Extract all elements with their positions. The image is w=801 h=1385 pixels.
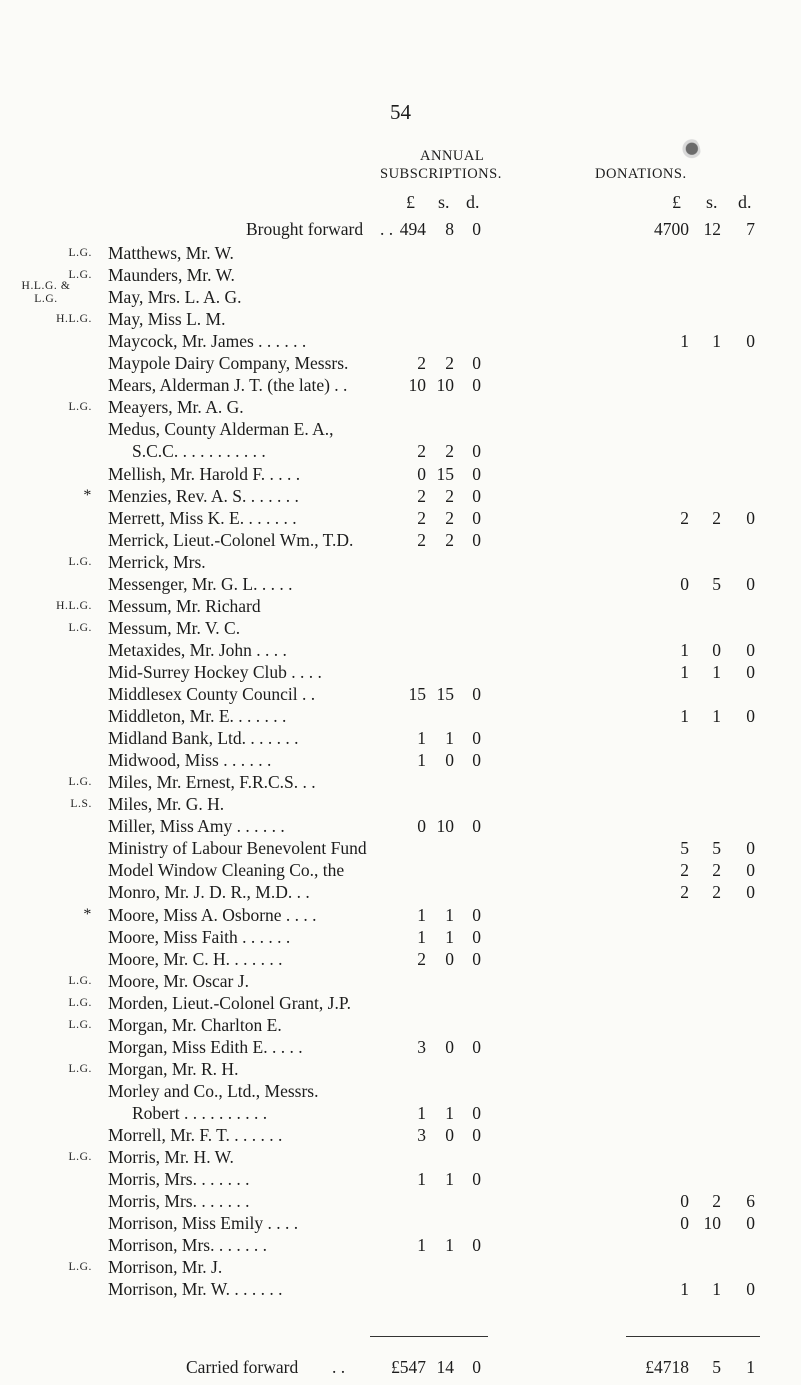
row-name: Matthews, Mr. W.: [108, 243, 234, 263]
carried-forward-don-pence: 1: [746, 1357, 755, 1377]
row-don-pence: 0: [746, 1213, 755, 1234]
row-prefix: L.G.: [68, 269, 92, 282]
row-name: Merrett, Miss K. E. . . . . . .: [108, 507, 297, 528]
row-sub-shillings: 1: [445, 926, 454, 947]
row-sub-pounds: 1: [417, 926, 426, 947]
row-name: Messum, Mr. V. C.: [108, 617, 241, 638]
row-name: Moore, Miss A. Osborne . . . .: [108, 904, 317, 925]
row-name: Model Window Cleaning Co., the: [108, 860, 345, 881]
row-sub-pence: 0: [472, 684, 481, 704]
row-sub-pence: 0: [472, 816, 481, 837]
row-name: Miles, Mr. G. H.: [108, 794, 225, 815]
row-don-pence: 0: [746, 882, 755, 903]
row-sub-shillings: 2: [445, 441, 454, 462]
table-row: [0, 463, 801, 485]
row-sub-pence: 0: [472, 485, 481, 506]
row-sub-pounds: 3: [417, 1125, 426, 1145]
row-sub-pounds: 2: [417, 948, 426, 969]
row-name: Maycock, Mr. James . . . . . .: [108, 331, 307, 352]
row-sub-pence: 0: [472, 926, 481, 947]
row-don-pence: 0: [746, 860, 755, 881]
table-row: [0, 904, 801, 926]
row-name: S.C.C. . . . . . . . . . .: [132, 441, 266, 462]
row-prefix: L.G.: [68, 401, 92, 414]
row-name: Meayers, Mr. A. G.: [108, 397, 244, 418]
row-prefix: L.G.: [68, 621, 92, 634]
carried-forward-sub-pounds: £547: [391, 1357, 426, 1377]
row-sub-pounds: 2: [417, 441, 426, 462]
unit-sub-pounds: £: [406, 192, 415, 212]
table-row: [0, 280, 801, 308]
table-row: [0, 595, 801, 617]
header-annual: ANNUAL: [420, 148, 485, 164]
row-sub-pounds: 1: [417, 728, 426, 749]
row-sub-pounds: 1: [417, 1169, 426, 1190]
row-name: Morrison, Mrs. . . . . . .: [108, 1235, 267, 1256]
table-row: [0, 529, 801, 551]
row-sub-shillings: 1: [445, 904, 454, 925]
row-name: Morden, Lieut.-Colonel Grant, J.P.: [108, 992, 352, 1013]
row-name: Ministry of Labour Benevolent Fund: [108, 838, 367, 859]
unit-don-pence: d.: [738, 192, 752, 212]
row-name: Morris, Mr. H. W.: [108, 1147, 234, 1168]
row-don-shillings: 1: [712, 661, 721, 682]
brought-forward-don-pounds: 4700: [654, 219, 689, 239]
row-don-shillings: 1: [712, 706, 721, 727]
row-don-shillings: 10: [703, 1213, 721, 1234]
row-sub-shillings: 1: [445, 728, 454, 749]
row-don-shillings: 1: [712, 331, 721, 352]
row-sub-pence: 0: [472, 463, 481, 484]
row-sub-shillings: 0: [445, 1036, 454, 1057]
row-prefix: L.G.: [68, 1018, 92, 1031]
row-don-pounds: 1: [680, 1279, 689, 1300]
row-don-pounds: 1: [680, 706, 689, 727]
row-name: Miller, Miss Amy . . . . . .: [108, 816, 285, 837]
row-sub-pounds: 0: [417, 816, 426, 837]
table-row: [0, 308, 801, 330]
row-don-pence: 0: [746, 573, 755, 594]
brought-forward-dots: . .: [380, 219, 394, 239]
row-name: Morris, Mrs. . . . . . .: [108, 1191, 250, 1212]
row-prefix: H.L.G. & L.G.: [21, 280, 71, 306]
row-sub-pounds: 0: [417, 463, 426, 484]
row-prefix: H.L.G.: [56, 313, 92, 326]
brought-forward-sub-shillings: 8: [445, 219, 454, 239]
row-name: Menzies, Rev. A. S. . . . . . .: [108, 485, 299, 506]
row-sub-pence: 0: [472, 375, 481, 396]
table-row: [0, 727, 801, 749]
row-don-shillings: 2: [712, 882, 721, 903]
table-row: [0, 749, 801, 771]
carried-forward-dots: . .: [332, 1357, 346, 1377]
row-name: Morrison, Mr. J.: [108, 1257, 223, 1278]
row-sub-shillings: 2: [445, 353, 454, 374]
table-row: [0, 1212, 801, 1234]
row-don-pounds: 0: [680, 1191, 689, 1212]
row-sub-pounds: 2: [417, 507, 426, 528]
row-name: Robert . . . . . . . . . .: [132, 1102, 268, 1123]
table-row: [0, 705, 801, 727]
row-name: Monro, Mr. J. D. R., M.D. . .: [108, 882, 310, 903]
table-row: [0, 815, 801, 837]
row-sub-pence: 0: [472, 529, 481, 550]
row-sub-pence: 0: [472, 441, 481, 462]
table-row: [0, 1058, 801, 1080]
table-row: [0, 1234, 801, 1256]
table-row: [0, 970, 801, 992]
row-sub-shillings: 2: [445, 529, 454, 550]
row-name: Moore, Mr. Oscar J.: [108, 970, 249, 991]
row-name: Medus, County Alderman E. A.,: [108, 419, 334, 440]
row-name: Mid-Surrey Hockey Club . . . .: [108, 661, 322, 682]
table-row: [0, 1168, 801, 1190]
row-don-pounds: 2: [680, 882, 689, 903]
row-name: Morgan, Mr. R. H.: [108, 1058, 239, 1079]
row-don-shillings: 2: [712, 1191, 721, 1212]
row-sub-shillings: 0: [445, 750, 454, 771]
row-don-pounds: 1: [680, 661, 689, 682]
row-don-shillings: 2: [712, 860, 721, 881]
table-row: [0, 507, 801, 529]
brought-forward-sub-pounds: 494: [399, 219, 426, 239]
table-row: [0, 1190, 801, 1212]
header-donations: DONATIONS.: [595, 166, 687, 182]
row-don-pounds: 0: [680, 573, 689, 594]
row-sub-pounds: 1: [417, 904, 426, 925]
row-don-pence: 6: [746, 1191, 755, 1212]
row-name: Middleton, Mr. E. . . . . . .: [108, 706, 287, 727]
row-don-pence: 0: [746, 838, 755, 859]
brought-forward-sub-pence: 0: [472, 219, 481, 239]
row-name: Mellish, Mr. Harold F. . . . .: [108, 463, 301, 484]
row-prefix: L.S.: [70, 798, 92, 811]
carried-forward-don-shillings: 5: [712, 1357, 721, 1377]
row-sub-pence: 0: [472, 1125, 481, 1145]
row-sub-pence: 0: [472, 728, 481, 749]
row-don-pence: 0: [746, 1279, 755, 1300]
row-sub-shillings: 2: [445, 507, 454, 528]
table-row: [0, 440, 801, 462]
row-sub-shillings: 2: [445, 485, 454, 506]
row-don-pence: 0: [746, 639, 755, 660]
carried-forward-row: [0, 1356, 801, 1378]
row-name: Messum, Mr. Richard: [108, 595, 261, 616]
row-don-shillings: 2: [712, 507, 721, 528]
row-don-pence: 0: [746, 661, 755, 682]
table-row: [0, 1256, 801, 1278]
total-rule-subscriptions: [370, 1336, 488, 1337]
row-name: May, Miss L. M.: [108, 309, 226, 330]
row-name: May, Mrs. L. A. G.: [108, 287, 242, 308]
table-row: [0, 1080, 801, 1102]
row-don-pounds: 1: [680, 639, 689, 660]
table-row: [0, 352, 801, 374]
row-sub-pounds: 2: [417, 529, 426, 550]
total-rule-donations: [626, 1336, 760, 1337]
row-prefix: L.G.: [68, 555, 92, 568]
table-row: [0, 639, 801, 661]
row-sub-shillings: 10: [436, 816, 454, 837]
row-prefix: *: [83, 905, 92, 923]
row-sub-shillings: 1: [445, 1169, 454, 1190]
row-don-pence: 0: [746, 706, 755, 727]
row-sub-pounds: 3: [417, 1036, 426, 1057]
row-sub-pounds: 1: [417, 750, 426, 771]
row-prefix: L.G.: [68, 776, 92, 789]
row-don-pence: 0: [746, 331, 755, 352]
row-sub-pounds: 15: [408, 684, 426, 704]
row-sub-pence: 0: [472, 904, 481, 925]
row-sub-pence: 0: [472, 750, 481, 771]
row-sub-pence: 0: [472, 507, 481, 528]
row-don-pounds: 0: [680, 1213, 689, 1234]
row-sub-shillings: 0: [445, 1125, 454, 1145]
unit-sub-pence: d.: [466, 192, 480, 212]
row-name: Morrison, Mr. W. . . . . . .: [108, 1279, 283, 1300]
table-row: [0, 551, 801, 573]
table-row: [0, 661, 801, 683]
row-don-shillings: 5: [712, 573, 721, 594]
row-name: Maypole Dairy Company, Messrs.: [108, 353, 349, 374]
row-name: Morgan, Mr. Charlton E.: [108, 1014, 282, 1035]
row-don-pence: 0: [746, 507, 755, 528]
row-don-pounds: 2: [680, 507, 689, 528]
row-sub-pence: 0: [472, 1102, 481, 1123]
row-prefix: L.G.: [68, 1062, 92, 1075]
row-prefix: L.G.: [68, 1261, 92, 1274]
table-row: [0, 264, 801, 286]
table-row: [0, 1102, 801, 1124]
row-name: Merrick, Mrs.: [108, 551, 206, 572]
brought-forward-label: Brought forward: [246, 219, 364, 239]
table-row: [0, 793, 801, 815]
row-name: Morgan, Miss Edith E. . . . .: [108, 1036, 303, 1057]
row-prefix: L.G.: [68, 974, 92, 987]
row-sub-shillings: 1: [445, 1102, 454, 1123]
row-don-pounds: 2: [680, 860, 689, 881]
table-row: [0, 992, 801, 1014]
row-sub-pounds: 1: [417, 1235, 426, 1256]
row-sub-pounds: 2: [417, 485, 426, 506]
row-name: Middlesex County Council . .: [108, 684, 316, 704]
table-row: [0, 374, 801, 396]
table-row: [0, 1014, 801, 1036]
row-prefix: *: [83, 486, 92, 504]
row-name: Merrick, Lieut.-Colonel Wm., T.D.: [108, 529, 354, 550]
carried-forward-label: Carried forward: [186, 1357, 299, 1377]
brought-forward-don-pence: 7: [746, 219, 755, 239]
row-sub-pence: 0: [472, 1169, 481, 1190]
row-sub-shillings: 15: [436, 463, 454, 484]
row-name: Morrison, Miss Emily . . . .: [108, 1213, 299, 1234]
table-row: [0, 1036, 801, 1058]
header-subscriptions: SUBSCRIPTIONS.: [380, 166, 502, 182]
table-row: [0, 1278, 801, 1300]
unit-don-pounds: £: [672, 192, 681, 212]
table-row: [0, 771, 801, 793]
table-row: [0, 948, 801, 970]
row-name: Mears, Alderman J. T. (the late) . .: [108, 375, 348, 396]
row-name: Messenger, Mr. G. L. . . . .: [108, 573, 293, 594]
carried-forward-sub-pence: 0: [472, 1357, 481, 1377]
row-name: Miles, Mr. Ernest, F.R.C.S. . .: [108, 772, 316, 793]
row-prefix: L.G.: [68, 1151, 92, 1164]
row-sub-pence: 0: [472, 1235, 481, 1256]
row-sub-shillings: 10: [436, 375, 454, 396]
table-row: [0, 1124, 801, 1146]
table-row: [0, 396, 801, 418]
row-sub-pounds: 10: [408, 375, 426, 396]
row-sub-shillings: 0: [445, 948, 454, 969]
table-row: [0, 859, 801, 881]
table-row: [0, 1146, 801, 1168]
row-sub-shillings: 1: [445, 1235, 454, 1256]
row-name: Maunders, Mr. W.: [108, 265, 235, 286]
table-row: [0, 837, 801, 859]
row-name: Moore, Miss Faith . . . . . .: [108, 926, 291, 947]
row-name: Morley and Co., Ltd., Messrs.: [108, 1080, 319, 1101]
row-sub-pounds: 2: [417, 353, 426, 374]
row-name: Morrell, Mr. F. T. . . . . . .: [108, 1125, 283, 1145]
table-row: [0, 485, 801, 507]
row-prefix: L.G.: [68, 996, 92, 1009]
table-row: [0, 330, 801, 352]
row-prefix: H.L.G.: [56, 599, 92, 612]
row-sub-pence: 0: [472, 948, 481, 969]
row-name: Midland Bank, Ltd. . . . . . .: [108, 728, 299, 749]
table-row: [0, 418, 801, 440]
row-don-shillings: 0: [712, 639, 721, 660]
table-row: [0, 573, 801, 595]
table-row: [0, 242, 801, 264]
page-number: 54: [390, 100, 411, 124]
row-name: Morris, Mrs. . . . . . .: [108, 1169, 250, 1190]
row-don-shillings: 5: [712, 838, 721, 859]
brought-forward-don-shillings: 12: [703, 219, 721, 239]
table-row: [0, 617, 801, 639]
carried-forward-sub-shillings: 14: [436, 1357, 454, 1377]
row-don-pounds: 1: [680, 331, 689, 352]
brought-forward-row: [0, 218, 801, 240]
row-name: Moore, Mr. C. H. . . . . . .: [108, 948, 283, 969]
unit-sub-shillings: s.: [438, 192, 450, 212]
row-prefix: L.G.: [68, 247, 92, 259]
row-don-pounds: 5: [680, 838, 689, 859]
table-row: [0, 881, 801, 903]
table-row: [0, 926, 801, 948]
ink-mark-icon: [678, 134, 703, 164]
row-don-shillings: 1: [712, 1279, 721, 1300]
unit-don-shillings: s.: [706, 192, 718, 212]
row-sub-pounds: 1: [417, 1102, 426, 1123]
row-sub-shillings: 15: [436, 684, 454, 704]
table-row: [0, 683, 801, 705]
carried-forward-don-pounds: £4718: [645, 1357, 689, 1377]
row-name: Midwood, Miss . . . . . .: [108, 750, 272, 771]
row-sub-pence: 0: [472, 1036, 481, 1057]
row-sub-pence: 0: [472, 353, 481, 374]
row-name: Metaxides, Mr. John . . . .: [108, 639, 287, 660]
